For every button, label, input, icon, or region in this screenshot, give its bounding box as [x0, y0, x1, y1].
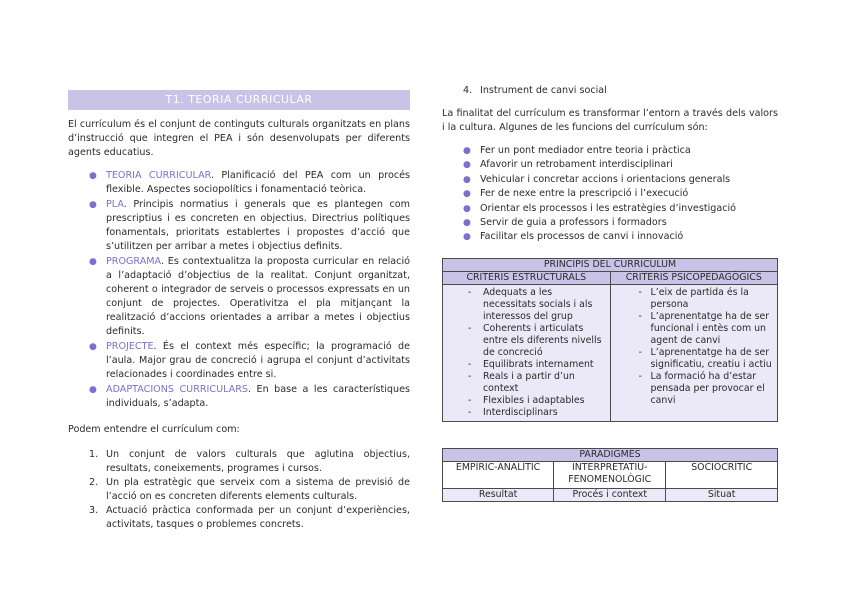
right-column	[442, 84, 778, 245]
definition-term: ADAPTACIONS CURRICULARS	[106, 384, 248, 395]
definition-item	[89, 169, 411, 197]
bullet-icon: ●	[89, 342, 97, 352]
estructurals-list	[443, 285, 610, 421]
bullet-icon: ●	[463, 203, 471, 214]
bullet-icon: ●	[89, 385, 97, 395]
intro-paragraph: El currículum és el conjunt de continguts culturals organitzats en plans d’instrucció que integren el PEA i són desenvolupats per diferents agents educatius.	[68, 119, 410, 158]
criterion-item	[443, 359, 606, 371]
list-number: 4.	[463, 85, 473, 96]
criterion-item	[443, 287, 606, 323]
curriculum-as-heading: Podem entendre el currículum com:	[68, 424, 240, 435]
bullet-icon: ●	[463, 189, 471, 200]
psicopedagogics-cell	[610, 285, 777, 422]
definition-text: . Es contextualitza la proposta curricular en relació a l’adaptació d’objectius de la realitat. Conjunt organitzat, coherent o integrador de serveis o processos expressats en un conjunt de projectes. Operativitza el pla mitjançant la realització d’accions orientades a arribar a metes i objectius definits.	[106, 256, 410, 337]
function-text: Afavorir un retrobament interdisciplinari	[480, 159, 673, 171]
criterion-text: Flexibles i adaptables	[483, 395, 585, 406]
psicopedagogics-list	[611, 285, 777, 409]
function-item	[463, 158, 778, 172]
definition-item	[89, 383, 410, 411]
list-item	[442, 84, 778, 98]
definition-item	[89, 198, 410, 254]
dash-icon: -	[468, 395, 472, 406]
bullet-icon: ●	[463, 218, 471, 229]
dash-icon: -	[468, 359, 472, 370]
bullet-icon: ●	[463, 232, 471, 243]
bullet-icon: ●	[89, 257, 97, 267]
section-title: T1. TEORIA CURRICULAR	[68, 90, 410, 110]
function-item	[463, 144, 778, 158]
functions-list	[442, 144, 778, 245]
function-text: Facilitar els processos de canvi i innovació	[480, 231, 684, 243]
definition-term: PROJECTE	[106, 341, 154, 352]
criterion-item	[443, 395, 606, 407]
paradigm-value: Situat	[666, 489, 778, 502]
bullet-icon: ●	[463, 160, 471, 171]
criterion-text: Reals i a partir d’un context	[483, 371, 575, 394]
definition-text: . Principis normatius i generals que es plantegen com prescriptius i es concreten en objectius. Directrius polítiques fonamentals, prioritats establertes i propostes d’acció que s’utilitzen per arribar a metes i objectius definits.	[106, 199, 410, 252]
function-item	[463, 216, 778, 230]
list-number: 3.	[89, 505, 99, 516]
list-text: Actuació pràctica conformada per un conjunt d’experiències, activitats, tasques o problemes concrets.	[106, 505, 410, 530]
paradigm-value: Procés i context	[554, 489, 666, 502]
left-column	[68, 90, 410, 532]
criterion-text: Adequats a les necessitats socials i als interessos del grup	[483, 287, 593, 322]
function-item	[463, 187, 778, 201]
definition-term: TEORIA CURRICULAR	[106, 170, 211, 181]
definition-item	[89, 340, 410, 382]
criterion-item	[443, 407, 606, 419]
criterion-item	[443, 371, 606, 395]
list-item	[89, 476, 410, 504]
definition-text: . Planificació del PEA com un procés flexible. Aspectes sociopolítics i fonamentació teòrica.	[106, 170, 411, 195]
principis-table	[442, 258, 778, 422]
function-text: Orientar els processos i les estratègies d’investigació	[480, 202, 737, 214]
list-item	[89, 448, 410, 476]
definitions-list	[68, 169, 410, 411]
bullet-icon: ●	[89, 200, 97, 210]
definition-item	[89, 255, 410, 339]
finalitat-paragraph: La finalitat del currículum es transformar l’entorn a través dels valors i la cultura. Algunes de les funcions del currículum són:	[442, 108, 778, 133]
function-text: Fer un pont mediador entre teoria i pràctica	[480, 145, 691, 156]
bullet-icon: ●	[463, 174, 471, 185]
paradigm-header: SOCIOCRÍTIC	[666, 462, 778, 489]
list-text: Un pla estratègic que serveix com a sistema de previsió de l’acció on es concreten diferents elements culturals.	[106, 477, 410, 502]
list-item	[89, 504, 410, 532]
criterion-text: L’aprenentatge ha de ser funcional i entès com un agent de canvi	[650, 311, 770, 346]
function-text: Fer de nexe entre la prescripció i l’execució	[480, 188, 689, 200]
list-number: 2.	[89, 477, 99, 488]
dash-icon: -	[468, 287, 472, 298]
function-item	[463, 230, 778, 244]
criteris-psicopedagogics-header: CRITERIS PSICOPEDAGÒGICS	[610, 272, 777, 285]
criterion-text: L’aprenentatge ha de ser significatiu, creatiu i actiu	[650, 347, 772, 370]
list-text: Instrument de canvi social	[480, 85, 607, 96]
function-item	[463, 202, 778, 216]
paradigm-value: Resultat	[443, 489, 554, 502]
criteris-estructurals-header: CRITERIS ESTRUCTURALS	[443, 272, 611, 285]
criterion-text: La formació ha d’estar pensada per provocar el canvi	[650, 371, 765, 406]
dash-icon: -	[468, 323, 472, 334]
paradigmes-table	[442, 448, 778, 502]
definition-term: PLA	[106, 199, 124, 210]
criterion-item	[611, 347, 773, 371]
estructurals-cell	[443, 285, 611, 422]
function-item	[463, 173, 778, 187]
definition-term: PROGRAMA	[106, 256, 161, 267]
bullet-icon: ●	[463, 146, 471, 156]
dash-icon: -	[468, 371, 472, 382]
list-text: Un conjunt de valors culturals que aglutina objectius, resultats, coneixements, programes i cursos.	[106, 449, 410, 474]
criterion-item	[611, 287, 773, 311]
principis-title: PRINCIPIS DEL CURRICULUM	[443, 259, 778, 272]
definition-text: . En base a les característiques individuals, s’adapta.	[106, 384, 410, 409]
criterion-text: L’eix de partida és la persona	[650, 287, 749, 310]
list-number: 1.	[89, 449, 99, 460]
criterion-text: Equilibrats internament	[483, 359, 594, 370]
paradigmes-title: PARADIGMES	[443, 449, 778, 462]
bullet-icon: ●	[89, 171, 97, 181]
dash-icon: -	[638, 287, 642, 298]
criterion-text: Interdisciplinars	[483, 407, 558, 418]
dash-icon: -	[638, 347, 642, 358]
criterion-item	[611, 371, 773, 407]
dash-icon: -	[468, 407, 472, 418]
definition-text: . És el context més específic; la programació de l’aula. Major grau de concreció i agrupa el conjunt d’activitats relacionades i coordinades entre si.	[106, 341, 410, 380]
dash-icon: -	[638, 371, 642, 382]
dash-icon: -	[638, 311, 642, 322]
paradigm-header: INTERPRETATIU-FENOMENOLÒGIC	[554, 462, 666, 489]
criterion-item	[443, 323, 606, 359]
criterion-text: Coherents i articulats entre els diferents nivells de concreció	[483, 323, 602, 358]
criterion-item	[611, 311, 773, 347]
paradigm-header: EMPÍRIC-ANALÍTIC	[443, 462, 554, 489]
curriculum-as-list	[68, 448, 410, 532]
function-text: Vehicular i concretar accions i orientacions generals	[480, 173, 731, 185]
function-text: Servir de guia a professors i formadors	[480, 217, 667, 229]
